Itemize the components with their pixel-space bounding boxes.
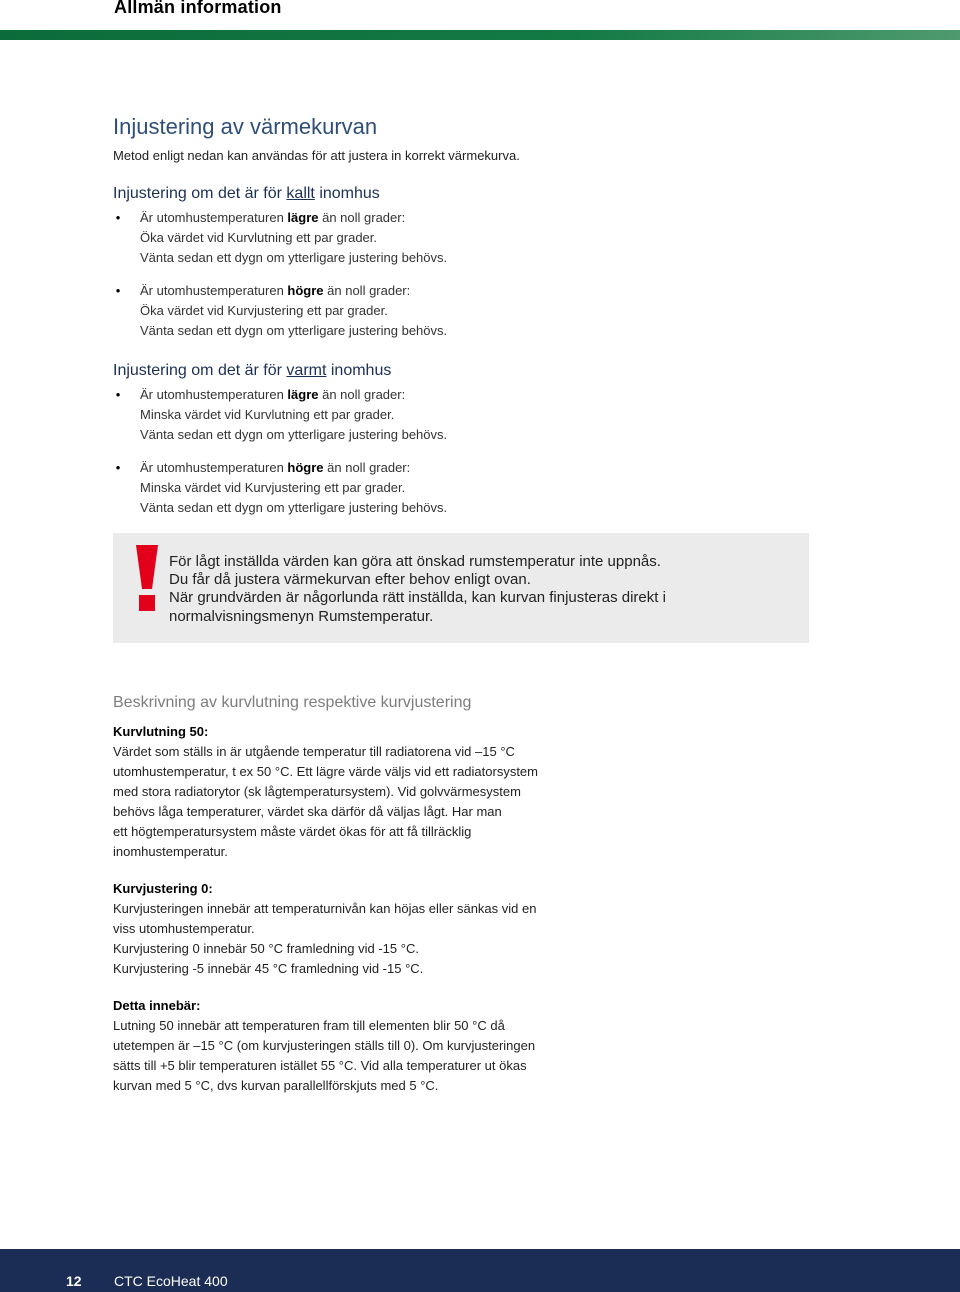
paragraph-line: sätts till +5 blir temperaturen istället 55 °C. Vid alla temperaturer ut ökas [113, 1058, 527, 1073]
warning-text [169, 553, 789, 626]
exclamation-icon [134, 545, 160, 611]
bullet-line: Minska värdet vid Kurvjustering ett par grader. [140, 480, 406, 495]
paragraph-line: Kurvjusteringen innebär att temperaturnivån kan höjas eller sänkas vid en [113, 901, 537, 916]
description-paragraph [113, 1016, 583, 1096]
warning-line: När grundvärden är någorlunda rätt inställda, kan kurvan finjusteras direkt i [169, 589, 666, 607]
bullet-line: Öka värdet vid Kurvjustering ett par grader. [140, 303, 388, 318]
paragraph-line: utomhustemperatur, t ex 50 °C. Ett lägre värde väljs vid ett radiatorsystem [113, 764, 538, 779]
warning-line: Du får då justera värmekurvan efter behov enligt ovan. [169, 571, 531, 589]
bullet-icon: • [115, 210, 121, 225]
heading-text: Injustering om det är för [113, 362, 287, 379]
bullet-line: Vänta sedan ett dygn om ytterligare justering behövs. [140, 323, 448, 338]
paragraph-line: inomhustemperatur. [113, 844, 228, 859]
term-heading: Detta innebär: [113, 998, 201, 1013]
bullet-line: Är utomhustemperaturen högre än noll grader: [140, 283, 411, 298]
paragraph-line: kurvan med 5 °C, dvs kurvan parallellförskjuts med 5 °C. [113, 1078, 439, 1093]
bullet-line: Är utomhustemperaturen högre än noll grader: [140, 460, 411, 475]
product-name: CTC EcoHeat 400 [114, 1273, 228, 1289]
heading-text: inomhus [326, 362, 392, 379]
bullet-line: Vänta sedan ett dygn om ytterligare justering behövs. [140, 427, 448, 442]
section-header-title: Allmän information [114, 0, 282, 17]
section-heading-cold [113, 185, 380, 203]
paragraph-line: med stora radiatorytor (sk lågtemperatursystem). Vid golvvärmesystem [113, 784, 521, 799]
term-heading: Kurvjustering 0: [113, 881, 213, 896]
bullet-line: Vänta sedan ett dygn om ytterligare justering behövs. [140, 500, 448, 515]
paragraph-line: Värdet som ställs in är utgående temperatur till radiatorena vid –15 °C [113, 744, 515, 759]
term-heading: Kurvlutning 50: [113, 724, 209, 739]
bullet-icon: • [115, 387, 121, 402]
bullet-line: Öka värdet vid Kurvlutning ett par grader. [140, 230, 378, 245]
paragraph-line: utetempen är –15 °C (om kurvjusteringen ställs till 0). Om kurvjusteringen [113, 1038, 536, 1053]
description-heading: Beskrivning av kurvlutning respektive kurvjustering [113, 694, 472, 711]
paragraph-line: ett högtemperatursystem måste värdet ökas för att få tillräcklig [113, 824, 472, 839]
bullet-icon: • [115, 283, 121, 298]
bullet-item [113, 281, 713, 341]
description-paragraph [113, 899, 583, 979]
paragraph-line: Lutning 50 innebär att temperaturen fram till elementen blir 50 °C då [113, 1018, 505, 1033]
warning-line: För lågt inställda värden kan göra att önskad rumstemperatur inte uppnås. [169, 553, 661, 570]
bullet-item [113, 385, 713, 445]
paragraph-line: viss utomhustemperatur. [113, 921, 255, 936]
section-heading-warm [113, 362, 391, 380]
bullet-line: Vänta sedan ett dygn om ytterligare justering behövs. [140, 250, 448, 265]
warning-note [113, 533, 809, 643]
warning-line: normalvisningsmenyn Rumstemperatur. [169, 607, 434, 625]
description-paragraph [113, 742, 583, 862]
page-number: 12 [66, 1273, 82, 1289]
bullet-line: Är utomhustemperaturen lägre än noll grader: [140, 210, 406, 225]
intro-text: Metod enligt nedan kan användas för att justera in korrekt värmekurva. [113, 148, 520, 163]
page-title: Injustering av värmekurvan [113, 114, 378, 139]
bullet-item [113, 458, 713, 518]
paragraph-line: Kurvjustering 0 innebär 50 °C framledning vid -15 °C. [113, 941, 419, 956]
heading-emphasis: kallt [286, 185, 315, 202]
bullet-item [113, 208, 713, 268]
heading-text: inomhus [314, 185, 380, 202]
header-accent-bar [0, 30, 960, 40]
heading-emphasis: varmt [286, 362, 327, 379]
heading-text: Injustering om det är för [113, 185, 287, 202]
paragraph-line: behövs låga temperaturer, värdet ska därför då väljas lågt. Har man [113, 804, 502, 819]
bullet-line: Minska värdet vid Kurvlutning ett par grader. [140, 407, 395, 422]
bullet-icon: • [115, 460, 121, 475]
bullet-line: Är utomhustemperaturen lägre än noll grader: [140, 387, 406, 402]
paragraph-line: Kurvjustering -5 innebär 45 °C framledning vid -15 °C. [113, 961, 424, 976]
